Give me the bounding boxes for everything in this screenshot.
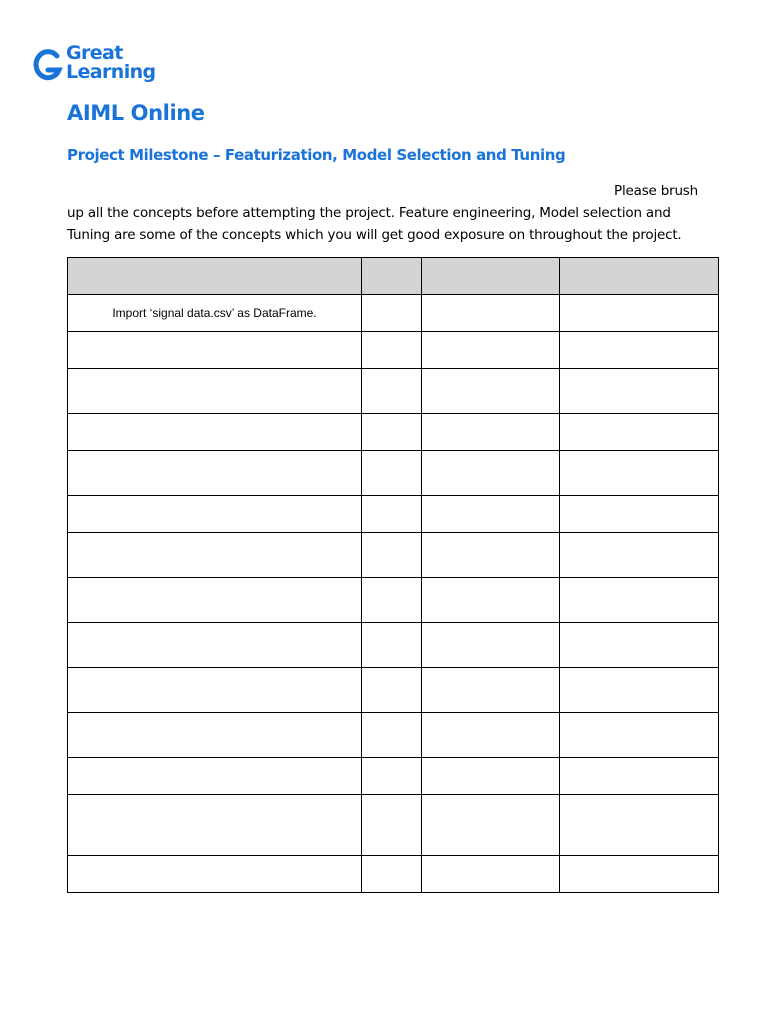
- table-cell: [560, 668, 719, 713]
- table-cell: [560, 496, 719, 533]
- logo-wordmark: [66, 44, 156, 82]
- table-cell: [68, 856, 362, 893]
- table-cell: [362, 533, 422, 578]
- table-cell: [362, 369, 422, 414]
- table-cell: [362, 856, 422, 893]
- table-cell: [560, 451, 719, 496]
- table-row: [68, 369, 719, 414]
- table-cell: [68, 623, 362, 668]
- great-learning-logo: [33, 44, 163, 88]
- intro-paragraph: [67, 180, 707, 246]
- table-header-row: [68, 258, 719, 295]
- table-row: [68, 623, 719, 668]
- table-cell: [362, 496, 422, 533]
- table-cell: Import ‘signal data.csv’ as DataFrame.: [68, 295, 362, 332]
- table-cell: [560, 533, 719, 578]
- table-cell: [68, 496, 362, 533]
- table-cell: [422, 369, 560, 414]
- table-cell: [560, 856, 719, 893]
- table-cell: [422, 668, 560, 713]
- table-cell: [362, 668, 422, 713]
- table-row: [68, 451, 719, 496]
- table-cell: [422, 533, 560, 578]
- table-cell: [422, 758, 560, 795]
- table-cell: [560, 758, 719, 795]
- table-header-cell: [422, 258, 560, 295]
- table-cell: [362, 795, 422, 856]
- table-row: [68, 758, 719, 795]
- table-cell: [422, 414, 560, 451]
- table-cell: [362, 578, 422, 623]
- table-cell: [560, 414, 719, 451]
- table-cell: [422, 856, 560, 893]
- table-row: [68, 578, 719, 623]
- table-row: [68, 295, 719, 332]
- table-cell: [422, 578, 560, 623]
- table-cell: [560, 623, 719, 668]
- table-cell: [560, 795, 719, 856]
- table-cell: [68, 332, 362, 369]
- table-cell: [68, 795, 362, 856]
- table-cell: [422, 451, 560, 496]
- table-cell: [362, 332, 422, 369]
- table-cell: [422, 623, 560, 668]
- milestone-table: [67, 257, 719, 893]
- table-cell: [68, 533, 362, 578]
- table-cell: [362, 451, 422, 496]
- table-cell: [362, 758, 422, 795]
- table-cell: [362, 295, 422, 332]
- table-cell: [422, 713, 560, 758]
- table-header-cell: [560, 258, 719, 295]
- table-row: [68, 533, 719, 578]
- table-cell: [422, 496, 560, 533]
- table-cell: [68, 578, 362, 623]
- table-cell: [560, 369, 719, 414]
- table-row: [68, 414, 719, 451]
- table-cell: [560, 713, 719, 758]
- table-row: [68, 496, 719, 533]
- table-cell: [68, 414, 362, 451]
- intro-line-3: Tuning are some of the concepts which you will get good exposure on throughout the project.: [67, 227, 682, 243]
- table-row: [68, 332, 719, 369]
- table-cell: [68, 713, 362, 758]
- table-row: [68, 856, 719, 893]
- table-cell: [560, 295, 719, 332]
- table-cell: [422, 795, 560, 856]
- table-row: [68, 713, 719, 758]
- table-cell: [362, 713, 422, 758]
- table-cell: [68, 668, 362, 713]
- table-cell: [68, 758, 362, 795]
- table-row: [68, 795, 719, 856]
- table-cell: [422, 295, 560, 332]
- table-cell: [422, 332, 560, 369]
- intro-line-1: Please brush: [614, 183, 698, 199]
- page-title: AIML Online: [67, 101, 205, 125]
- great-learning-g-icon: [33, 48, 63, 84]
- logo-line2: Learning: [66, 61, 156, 83]
- table-cell: [362, 623, 422, 668]
- table-cell: [560, 578, 719, 623]
- table-cell: [68, 369, 362, 414]
- table-row: [68, 668, 719, 713]
- table-header-cell: [68, 258, 362, 295]
- table-header-cell: [362, 258, 422, 295]
- page-subtitle: Project Milestone – Featurization, Model Selection and Tuning: [67, 146, 566, 164]
- table-cell: [68, 451, 362, 496]
- logo-line1: Great: [66, 42, 123, 64]
- table-cell: [362, 414, 422, 451]
- table-cell: [560, 332, 719, 369]
- intro-line-2: up all the concepts before attempting the project. Feature engineering, Model selection and: [67, 205, 671, 221]
